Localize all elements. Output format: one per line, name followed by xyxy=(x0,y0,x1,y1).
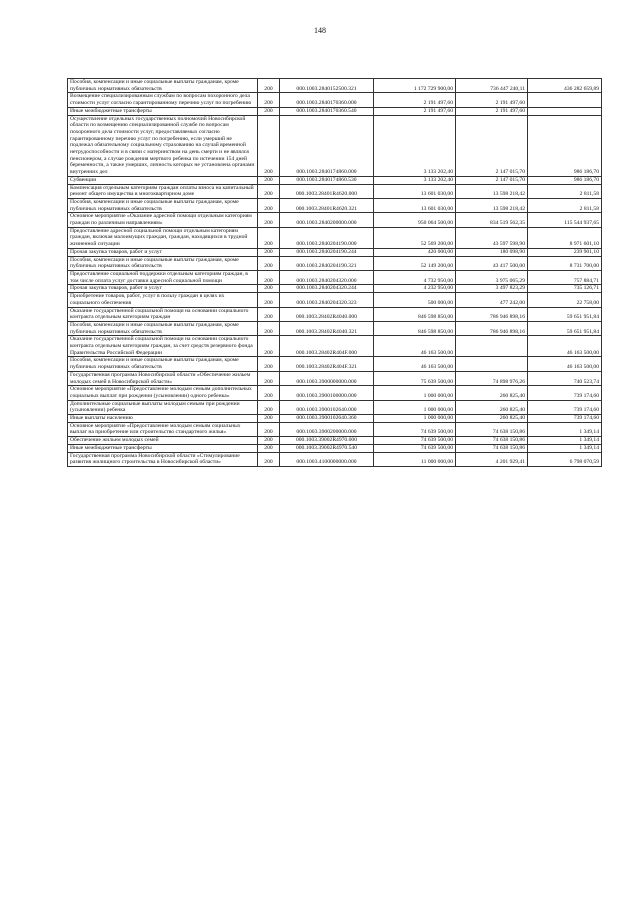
table-row xyxy=(68,198,602,212)
row-line-code-cell: 200 xyxy=(258,371,280,385)
row-approved-amount-cell: 1 172 729 900,00 xyxy=(374,79,456,93)
row-name-cell: Основное мероприятие «Предоставление молодым семьям социальных выплат на приобретение или строительство стандартного жилья» xyxy=(68,422,258,436)
row-executed-amount-cell: 13 598 218,42 xyxy=(456,184,528,198)
row-classification-code-cell: 000.1003.2840204320.000 xyxy=(280,270,374,284)
table-row xyxy=(68,270,602,284)
row-executed-amount-cell: 736 447 240,11 xyxy=(456,79,528,93)
row-approved-amount-cell: 74 639 500,00 xyxy=(374,444,456,452)
row-name-cell: Иные межбюджетные трансферты xyxy=(68,107,258,115)
row-executed-amount-cell: 43 417 500,00 xyxy=(456,256,528,270)
row-line-code-cell: 200 xyxy=(258,307,280,321)
row-classification-code-cell: 000.1003.2840204190.321 xyxy=(280,256,374,270)
row-executed-amount-cell: 74 638 150,86 xyxy=(456,422,528,436)
row-name-cell: Возмещение специализированным службам по вопросам похоронного дела стоимости услуг согласно гарантированному перечню услуг по погребению xyxy=(68,93,258,107)
row-approved-amount-cell: 2 191 497,60 xyxy=(374,107,456,115)
row-unexecuted-amount-cell: 739 174,60 xyxy=(528,386,602,400)
row-line-code-cell: 200 xyxy=(258,422,280,436)
row-executed-amount-cell: 2 147 015,70 xyxy=(456,176,528,184)
row-unexecuted-amount-cell: 739 174,60 xyxy=(528,400,602,414)
row-approved-amount-cell: 13 601 030,00 xyxy=(374,198,456,212)
page-number: 148 xyxy=(314,26,326,35)
table-row xyxy=(68,184,602,198)
table-row xyxy=(68,107,602,115)
row-approved-amount-cell: 74 639 500,00 xyxy=(374,437,456,445)
row-name-cell: Предоставление социальной поддержки отдельным категориям граждан, в том числе оплата услуг доставки адресной социальной помощи xyxy=(68,270,258,284)
row-line-code-cell: 200 xyxy=(258,386,280,400)
row-approved-amount-cell: 52 149 200,00 xyxy=(374,256,456,270)
row-unexecuted-amount-cell: 115 544 937,65 xyxy=(528,213,602,227)
table-row xyxy=(68,115,602,176)
row-unexecuted-amount-cell: 46 163 500,00 xyxy=(528,357,602,371)
row-classification-code-cell: 000.1003.2840174860.530 xyxy=(280,176,374,184)
row-name-cell: Предоставление адресной социальной помощи отдельным категориям граждан, включая малоимущих граждан, граждан, находящихся в трудной жизненной ситуации xyxy=(68,227,258,248)
row-name-cell: Пособия, компенсации и иные социальные выплаты гражданам, кроме публичных нормативных обязательств xyxy=(68,256,258,270)
row-unexecuted-amount-cell: 757 884,71 xyxy=(528,270,602,284)
row-approved-amount-cell: 500 000,00 xyxy=(374,293,456,307)
row-executed-amount-cell: 2 147 015,70 xyxy=(456,115,528,176)
row-approved-amount-cell: 75 639 500,00 xyxy=(374,371,456,385)
row-approved-amount-cell: 74 639 500,00 xyxy=(374,422,456,436)
table-row xyxy=(68,256,602,270)
row-name-cell: Пособия, компенсации и иные социальные выплаты гражданам, кроме публичных нормативных обязательств xyxy=(68,79,258,93)
table-row xyxy=(68,79,602,93)
row-unexecuted-amount-cell: 8 731 700,00 xyxy=(528,256,602,270)
row-line-code-cell: 200 xyxy=(258,357,280,371)
row-executed-amount-cell: 2 191 497,60 xyxy=(456,93,528,107)
row-name-cell: Государственная программа Новосибирской области «Стимулирование развития жилищного строительства в Новосибирской области» xyxy=(68,452,258,466)
row-approved-amount-cell: 11 000 000,00 xyxy=(374,452,456,466)
row-executed-amount-cell: 180 098,90 xyxy=(456,248,528,256)
row-line-code-cell: 200 xyxy=(258,444,280,452)
row-executed-amount-cell: 834 519 562,35 xyxy=(456,213,528,227)
row-classification-code-cell: 000.1003.2840200000.000 xyxy=(280,213,374,227)
row-approved-amount-cell: 4 232 950,00 xyxy=(374,285,456,293)
row-unexecuted-amount-cell: 1 349,14 xyxy=(528,437,602,445)
row-name-cell: Осуществление отдельных государственных полномочий Новосибирской области по возмещению специализированной службе по вопросам похоронного дела стоимости услуг, предоставляемых согласно гарантированному перечню услуг по погребению, если умерший не подлежал обязательному социальному страхованию на случай временной нетрудоспособности и в связи с материнством на день смерти и не являлся пенсионером, а случае рождения мертвого ребенка по истечении 154 дней беременности, а также умерших, личность которых не установлена органами внутренних дел xyxy=(68,115,258,176)
row-classification-code-cell: 000.1003.3900100000.000 xyxy=(280,386,374,400)
row-unexecuted-amount-cell xyxy=(528,93,602,107)
row-approved-amount-cell: 420 000,00 xyxy=(374,248,456,256)
row-executed-amount-cell: 74 898 976,26 xyxy=(456,371,528,385)
row-classification-code-cell: 000.1003.3900102640.360 xyxy=(280,415,374,423)
row-line-code-cell: 200 xyxy=(258,198,280,212)
row-name-cell: Иные межбюджетные трансферты xyxy=(68,444,258,452)
row-classification-code-cell: 000.1003.3900102640.000 xyxy=(280,400,374,414)
row-approved-amount-cell: 4 732 950,00 xyxy=(374,270,456,284)
row-classification-code-cell: 000.1003.39002R4970.540 xyxy=(280,444,374,452)
table-row xyxy=(68,176,602,184)
row-name-cell: Прочая закупка товаров, работ и услуг xyxy=(68,285,258,293)
table-row xyxy=(68,248,602,256)
row-approved-amount-cell: 46 163 500,00 xyxy=(374,336,456,357)
row-line-code-cell: 200 xyxy=(258,336,280,357)
row-executed-amount-cell: 3 497 823,29 xyxy=(456,285,528,293)
row-unexecuted-amount-cell: 6 798 070,59 xyxy=(528,452,602,466)
row-name-cell: Иные выплаты населению xyxy=(68,415,258,423)
row-classification-code-cell: 000.1003.2840204190.000 xyxy=(280,227,374,248)
budget-execution-table xyxy=(67,78,602,467)
row-line-code-cell: 200 xyxy=(258,93,280,107)
row-line-code-cell: 200 xyxy=(258,270,280,284)
table-row xyxy=(68,452,602,466)
row-classification-code-cell: 000.1003.2840170360.000 xyxy=(280,93,374,107)
table-row xyxy=(68,400,602,414)
row-executed-amount-cell: 4 201 929,41 xyxy=(456,452,528,466)
table-row xyxy=(68,357,602,371)
row-approved-amount-cell: 46 163 500,00 xyxy=(374,357,456,371)
row-name-cell: Государственная программа Новосибирской области «Обеспечение жильем молодых семей в Новосибирской области» xyxy=(68,371,258,385)
row-name-cell: Основное мероприятие «Оказание адресной помощи отдельным категориям граждан по различным направлениям» xyxy=(68,213,258,227)
row-executed-amount-cell xyxy=(456,357,528,371)
row-unexecuted-amount-cell: 46 163 500,00 xyxy=(528,336,602,357)
row-unexecuted-amount-cell: 1 349,14 xyxy=(528,444,602,452)
row-unexecuted-amount-cell: 986 186,70 xyxy=(528,115,602,176)
row-name-cell: Основное мероприятие «Предоставление молодым семьям дополнительных социальных выплат при рождении (усыновлении) одного ребенка» xyxy=(68,386,258,400)
row-line-code-cell: 200 xyxy=(258,256,280,270)
table-row xyxy=(68,321,602,335)
row-approved-amount-cell: 3 133 202,40 xyxy=(374,176,456,184)
row-line-code-cell: 200 xyxy=(258,248,280,256)
row-classification-code-cell: 000.1003.28402R4040.000 xyxy=(280,307,374,321)
row-unexecuted-amount-cell: 59 651 951,84 xyxy=(528,321,602,335)
row-executed-amount-cell: 786 946 898,16 xyxy=(456,307,528,321)
table-row xyxy=(68,93,602,107)
table-row xyxy=(68,213,602,227)
row-executed-amount-cell: 43 597 598,90 xyxy=(456,227,528,248)
row-unexecuted-amount-cell: 735 126,71 xyxy=(528,285,602,293)
table-row xyxy=(68,307,602,321)
row-name-cell: Компенсация отдельным категориям граждан оплаты взноса на капитальный ремонт общего имущества в многоквартирном доме xyxy=(68,184,258,198)
row-approved-amount-cell: 2 191 497,60 xyxy=(374,93,456,107)
row-classification-code-cell: 000.1003.3900200000.000 xyxy=(280,422,374,436)
row-approved-amount-cell: 1 000 000,00 xyxy=(374,400,456,414)
row-line-code-cell: 200 xyxy=(258,400,280,414)
table-row xyxy=(68,285,602,293)
row-line-code-cell: 200 xyxy=(258,452,280,466)
row-classification-code-cell: 000.1003.3900000000.000 xyxy=(280,371,374,385)
row-unexecuted-amount-cell xyxy=(528,107,602,115)
row-unexecuted-amount-cell: 986 186,70 xyxy=(528,176,602,184)
row-approved-amount-cell: 846 598 850,00 xyxy=(374,321,456,335)
table-row xyxy=(68,422,602,436)
row-line-code-cell: 200 xyxy=(258,184,280,198)
row-executed-amount-cell: 3 975 065,29 xyxy=(456,270,528,284)
row-line-code-cell: 200 xyxy=(258,285,280,293)
row-unexecuted-amount-cell: 22 758,00 xyxy=(528,293,602,307)
row-executed-amount-cell: 13 598 218,42 xyxy=(456,198,528,212)
row-executed-amount-cell xyxy=(456,336,528,357)
row-name-cell: Оказание государственной социальной помощи на основании социального контракта отдельным категориям граждан, за счет средств резервного фонда Правительства Российской Федерации xyxy=(68,336,258,357)
row-line-code-cell: 200 xyxy=(258,176,280,184)
table-row xyxy=(68,371,602,385)
row-line-code-cell: 200 xyxy=(258,293,280,307)
row-executed-amount-cell: 2 191 497,60 xyxy=(456,107,528,115)
row-name-cell: Пособия, компенсации и иные социальные выплаты гражданам, кроме публичных нормативных обязательств xyxy=(68,321,258,335)
row-line-code-cell: 200 xyxy=(258,437,280,445)
row-line-code-cell: 200 xyxy=(258,107,280,115)
row-unexecuted-amount-cell: 239 901,10 xyxy=(528,248,602,256)
row-line-code-cell: 200 xyxy=(258,115,280,176)
row-classification-code-cell: 000.1003.28402R404F.000 xyxy=(280,336,374,357)
row-classification-code-cell: 000.1003.2840152500.321 xyxy=(280,79,374,93)
row-name-cell: Оказание государственной социальной помощи на основании социального контракта отдельным категориям граждан xyxy=(68,307,258,321)
row-unexecuted-amount-cell: 436 282 659,89 xyxy=(528,79,602,93)
row-name-cell: Прочая закупка товаров, работ и услуг xyxy=(68,248,258,256)
row-approved-amount-cell: 13 601 030,00 xyxy=(374,184,456,198)
row-unexecuted-amount-cell: 2 811,58 xyxy=(528,198,602,212)
row-approved-amount-cell: 3 133 202,40 xyxy=(374,115,456,176)
table-row xyxy=(68,437,602,445)
row-line-code-cell: 200 xyxy=(258,227,280,248)
row-approved-amount-cell: 950 064 500,00 xyxy=(374,213,456,227)
row-classification-code-cell: 000.1003.2840204320.323 xyxy=(280,293,374,307)
row-unexecuted-amount-cell: 1 349,14 xyxy=(528,422,602,436)
row-unexecuted-amount-cell: 740 523,74 xyxy=(528,371,602,385)
row-line-code-cell: 200 xyxy=(258,321,280,335)
row-name-cell: Субвенции xyxy=(68,176,258,184)
row-executed-amount-cell: 74 638 150,86 xyxy=(456,444,528,452)
row-name-cell: Пособия, компенсации и иные социальные выплаты гражданам, кроме публичных нормативных обязательств xyxy=(68,357,258,371)
row-approved-amount-cell: 846 598 850,00 xyxy=(374,307,456,321)
row-executed-amount-cell: 260 825,40 xyxy=(456,400,528,414)
row-classification-code-cell: 000.1003.2840204320.244 xyxy=(280,285,374,293)
row-executed-amount-cell: 477 242,00 xyxy=(456,293,528,307)
row-executed-amount-cell: 74 638 150,86 xyxy=(456,437,528,445)
table-row xyxy=(68,227,602,248)
row-name-cell: Приобретение товаров, работ, услуг в пользу граждан в целях их социального обеспечения xyxy=(68,293,258,307)
table-row xyxy=(68,444,602,452)
row-line-code-cell: 200 xyxy=(258,79,280,93)
row-approved-amount-cell: 52 569 200,00 xyxy=(374,227,456,248)
row-unexecuted-amount-cell: 8 971 601,10 xyxy=(528,227,602,248)
row-classification-code-cell: 000.1003.39002R4970.000 xyxy=(280,437,374,445)
row-approved-amount-cell: 1 000 000,00 xyxy=(374,415,456,423)
row-name-cell: Пособия, компенсации и иные социальные выплаты гражданам, кроме публичных нормативных обязательств xyxy=(68,198,258,212)
row-classification-code-cell: 000.1003.2840170360.540 xyxy=(280,107,374,115)
row-name-cell: Дополнительные социальные выплаты молодым семьям при рождении (усыновлении) ребенка xyxy=(68,400,258,414)
row-classification-code-cell: 000.1003.28402R4040.321 xyxy=(280,321,374,335)
row-executed-amount-cell: 260 825,40 xyxy=(456,415,528,423)
row-classification-code-cell: 000.1003.2840174860.000 xyxy=(280,115,374,176)
row-unexecuted-amount-cell: 59 651 951,84 xyxy=(528,307,602,321)
row-classification-code-cell: 000.1003.4100000000.000 xyxy=(280,452,374,466)
row-classification-code-cell: 000.1003.28401R4620.000 xyxy=(280,184,374,198)
row-classification-code-cell: 000.1003.28401R4620.321 xyxy=(280,198,374,212)
row-name-cell: Обеспечение жильем молодых семей xyxy=(68,437,258,445)
row-unexecuted-amount-cell: 739 174,60 xyxy=(528,415,602,423)
table-row xyxy=(68,386,602,400)
row-executed-amount-cell: 786 946 898,16 xyxy=(456,321,528,335)
row-classification-code-cell: 000.1003.2840204190.244 xyxy=(280,248,374,256)
table-row xyxy=(68,415,602,423)
table-row xyxy=(68,293,602,307)
row-line-code-cell: 200 xyxy=(258,415,280,423)
row-classification-code-cell: 000.1003.28402R404F.321 xyxy=(280,357,374,371)
row-executed-amount-cell: 260 825,40 xyxy=(456,386,528,400)
row-line-code-cell: 200 xyxy=(258,213,280,227)
table-row xyxy=(68,336,602,357)
row-unexecuted-amount-cell: 2 811,58 xyxy=(528,184,602,198)
row-approved-amount-cell: 1 000 000,00 xyxy=(374,386,456,400)
